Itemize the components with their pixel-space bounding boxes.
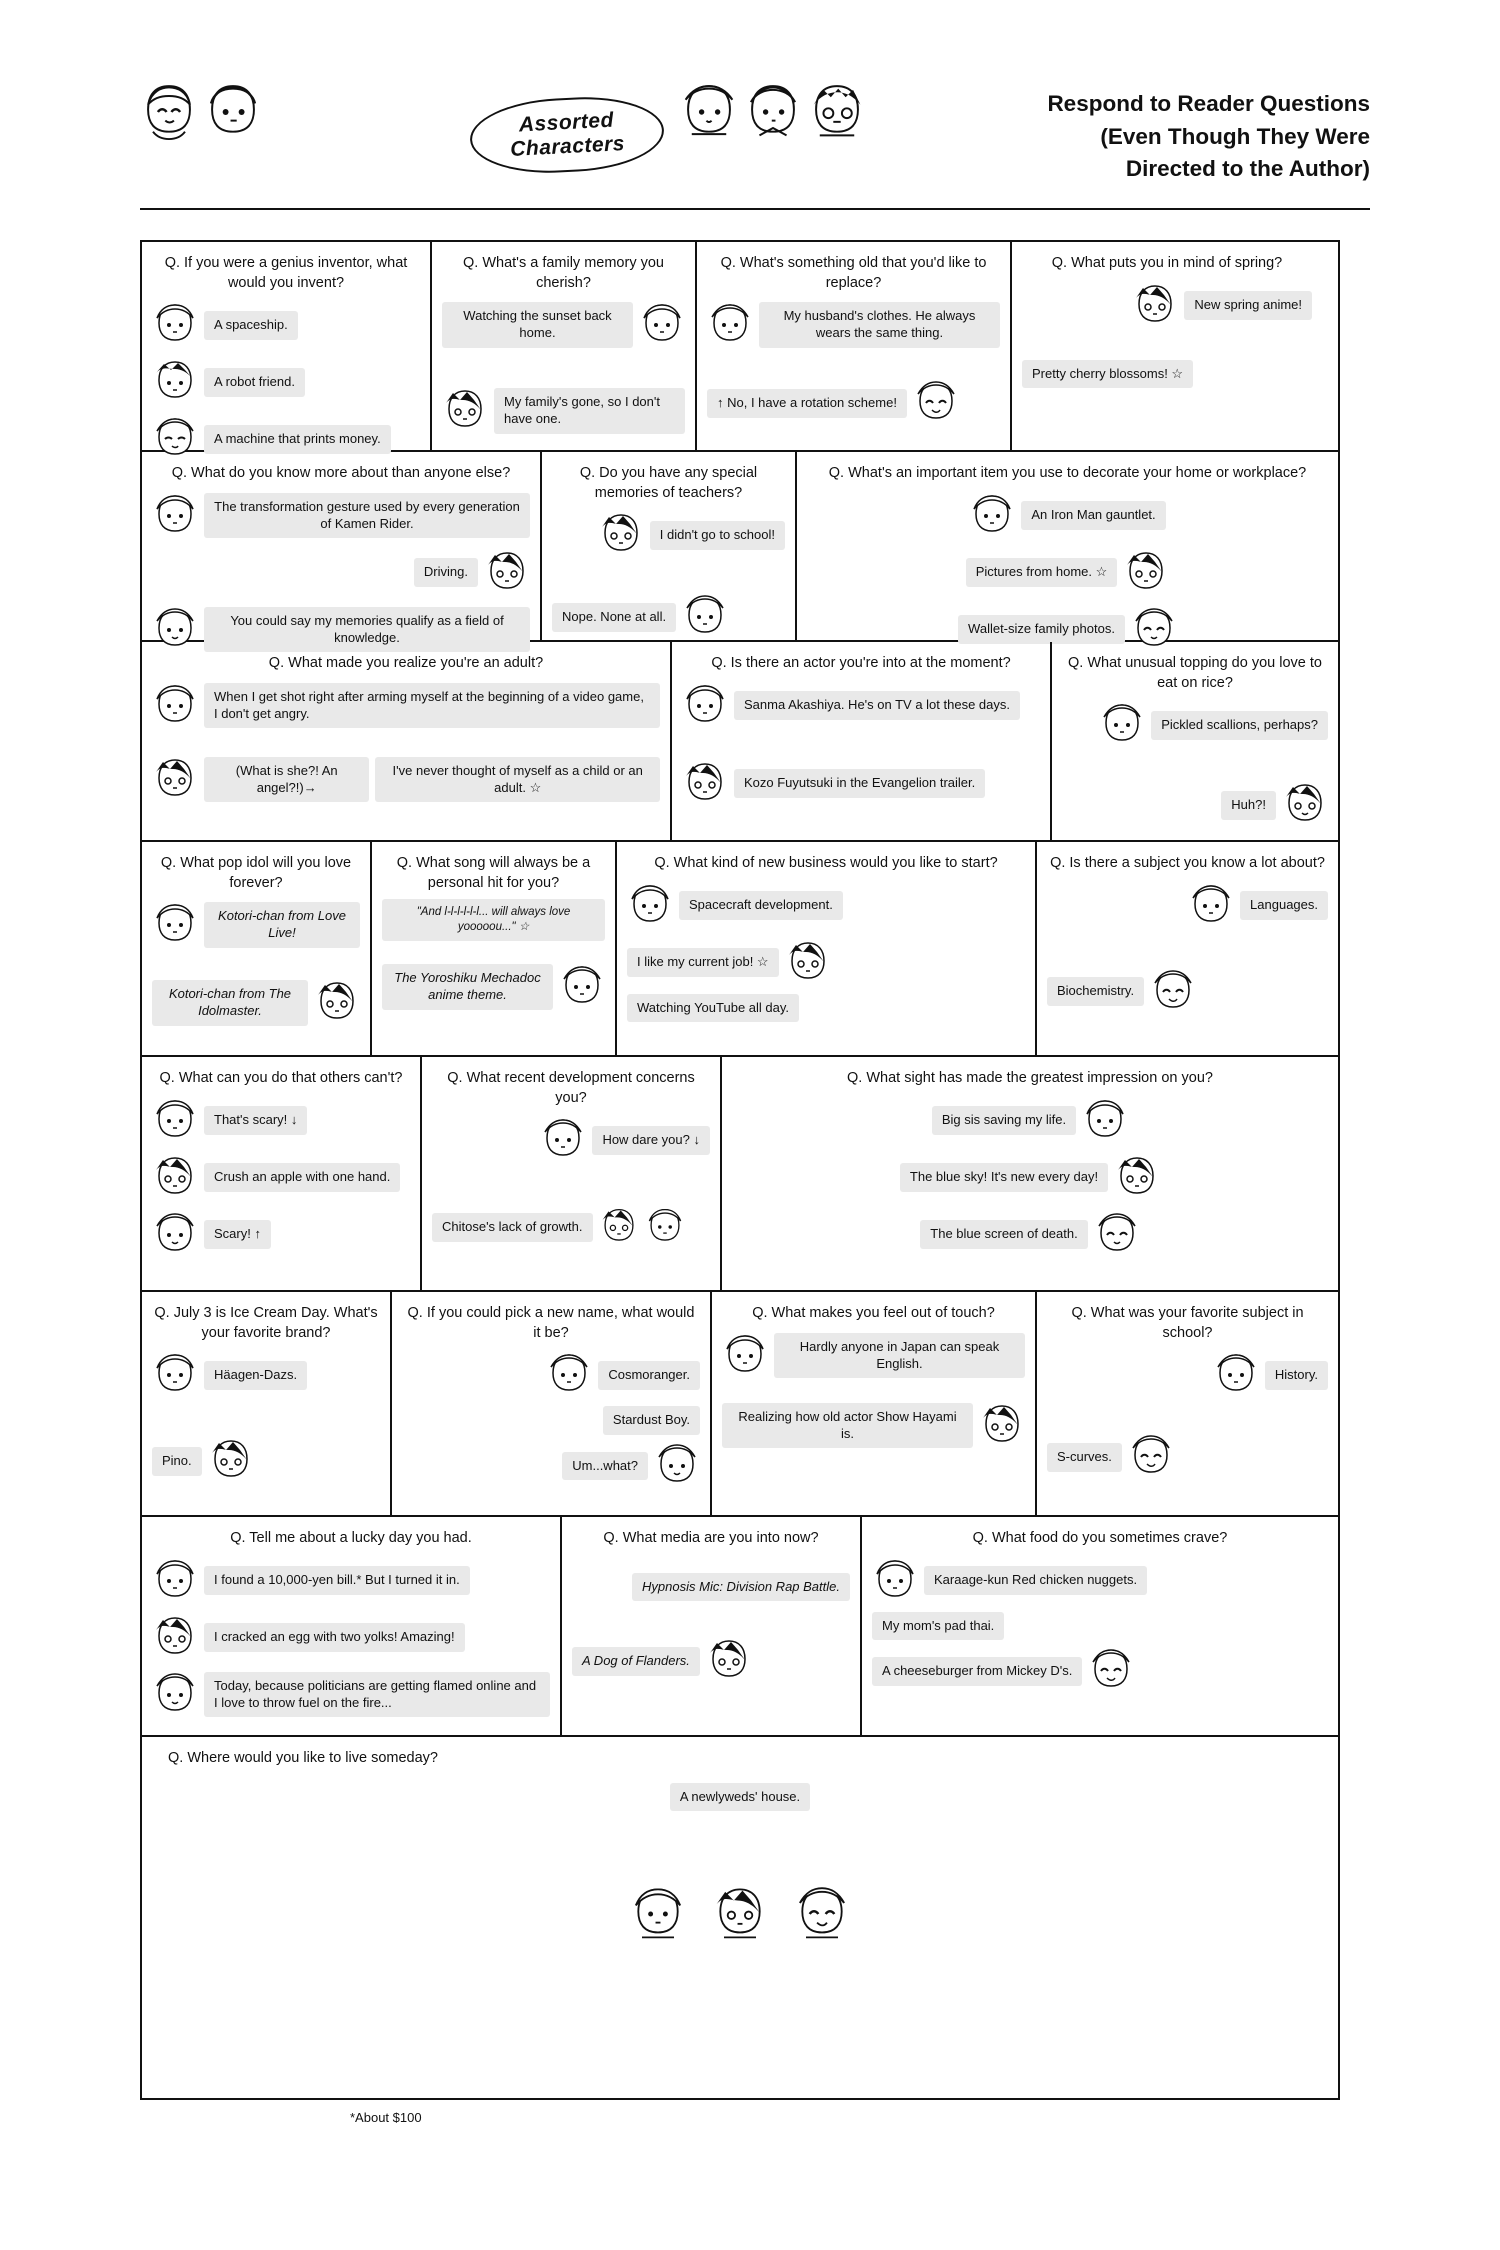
qa-row xyxy=(142,452,1338,645)
answer-bubble: An Iron Man gauntlet. xyxy=(1021,501,1165,530)
answer-bubble: I didn't go to school! xyxy=(650,521,785,550)
question-text: Q. What do you know more about than anyone else? xyxy=(171,465,511,481)
answer-bubble: Karaage-kun Red chicken nuggets. xyxy=(924,1566,1147,1595)
answer-bubble: Kozo Fuyutsuki in the Evangelion trailer. xyxy=(734,769,985,798)
qa-cell xyxy=(142,642,672,840)
answer-bubble: Biochemistry. xyxy=(1047,977,1144,1006)
chibi-face-icon xyxy=(1094,1209,1140,1261)
answer-bubble: A Dog of Flanders. xyxy=(572,1647,700,1676)
answer-line xyxy=(872,1555,1328,1607)
answer-line xyxy=(152,490,530,542)
qa-row xyxy=(142,1292,1338,1517)
qa-board xyxy=(140,240,1340,2100)
answer-bubble: Hardly anyone in Japan can speak English. xyxy=(774,1333,1025,1379)
answer-line xyxy=(402,1440,700,1492)
answer-line xyxy=(627,994,1025,1023)
answer-line xyxy=(152,1612,550,1664)
answer-line xyxy=(1062,699,1328,751)
qa-row xyxy=(142,1517,1338,1737)
chibi-face-icon xyxy=(208,1435,254,1487)
chibi-face-icon xyxy=(152,1349,198,1401)
answer-bubble: Driving. xyxy=(414,558,478,587)
answer-line xyxy=(432,1114,710,1166)
qa-row xyxy=(142,642,1338,842)
chibi-face-icon xyxy=(540,1114,586,1166)
answer-bubble: I cracked an egg with two yolks! Amazing! xyxy=(204,1623,465,1652)
answer-bubble: The Yoroshiku Mechadoc anime theme. xyxy=(382,964,553,1010)
answer-bubble: The transformation gesture used by every generation of Kamen Rider. xyxy=(204,493,530,539)
qa-cell xyxy=(142,242,432,450)
answer-bubble: Wallet-size family photos. xyxy=(958,615,1125,644)
answer-bubble: Häagen-Dazs. xyxy=(204,1361,307,1390)
answer-line xyxy=(552,509,785,561)
chibi-face-icon xyxy=(152,1612,198,1664)
answer-line xyxy=(872,1645,1328,1697)
answer-line xyxy=(402,1349,700,1401)
qa-row xyxy=(142,1057,1338,1292)
chibi-face-icon xyxy=(639,299,685,351)
answer-bubble: That's scary! ↓ xyxy=(204,1106,307,1135)
answer-bubble: S-curves. xyxy=(1047,1443,1122,1472)
chibi-face-icon xyxy=(152,1095,198,1147)
qa-cell xyxy=(422,1057,722,1290)
answer-line xyxy=(682,758,1040,810)
qa-cell xyxy=(562,1517,862,1735)
answer-line xyxy=(152,1095,410,1147)
chibi-face-icon xyxy=(140,80,198,144)
qa-cell xyxy=(432,242,697,450)
answer-bubble: I've never thought of myself as a child or an adult. ☆ xyxy=(375,757,660,803)
answer-bubble: A machine that prints money. xyxy=(204,425,391,454)
answer-bubble: I like my current job! ☆ xyxy=(627,948,779,977)
answer-line xyxy=(152,1783,1328,1812)
chibi-face-icon xyxy=(559,961,605,1013)
answer-line xyxy=(382,899,605,941)
answer-bubble: My mom's pad thai. xyxy=(872,1612,1004,1641)
answer-bubble: A newlyweds' house. xyxy=(670,1783,810,1812)
chibi-face-icon xyxy=(872,1555,918,1607)
answer-line xyxy=(722,1400,1025,1452)
answer-line xyxy=(152,899,360,951)
answer-line xyxy=(152,1435,380,1487)
question-text: Q. What pop idol will you love forever? xyxy=(160,855,352,891)
qa-cell xyxy=(712,1292,1037,1515)
chibi-face-icon xyxy=(654,1440,700,1492)
qa-cell xyxy=(1037,842,1338,1055)
header-character-row-2 xyxy=(680,80,866,144)
answer-line xyxy=(152,680,660,732)
question-text: Q. What makes you feel out of touch? xyxy=(752,1305,995,1321)
answer-bubble: Scary! ↑ xyxy=(204,1220,271,1249)
qa-cell xyxy=(542,452,797,640)
question-text: Q. Is there a subject you know a lot about? xyxy=(1050,855,1325,871)
answer-line xyxy=(707,299,1000,351)
answer-bubble: "And l-l-l-l-l-l... will always love yooooou..." ☆ xyxy=(382,899,605,941)
chibi-face-icon xyxy=(1188,880,1234,932)
qa-cell xyxy=(142,452,542,645)
answer-bubble: Nope. None at all. xyxy=(552,603,676,632)
answer-line xyxy=(627,937,1025,989)
qa-cell xyxy=(1037,1292,1338,1515)
answer-line xyxy=(627,880,1025,932)
chibi-face-icon xyxy=(442,385,488,437)
question-text: Q. What puts you in mind of spring? xyxy=(1051,255,1283,271)
answer-bubble: Realizing how old actor Show Hayami is. xyxy=(722,1403,973,1449)
answer-line xyxy=(152,977,360,1029)
chibi-face-icon xyxy=(969,490,1015,542)
question-text: Q. Is there an actor you're into at the moment? xyxy=(711,655,1011,671)
answer-line xyxy=(1022,280,1312,332)
answer-line xyxy=(152,547,530,599)
footnote-text: *About $100 xyxy=(350,2110,422,2125)
answer-line xyxy=(152,1669,550,1721)
qa-cell xyxy=(372,842,617,1055)
chibi-face-icon xyxy=(808,80,866,144)
chibi-face-icon xyxy=(546,1349,592,1401)
chibi-face-icon xyxy=(152,1152,198,1204)
question-text: Q. What's an important item you use to decorate your home or workplace? xyxy=(828,465,1307,481)
question-text: Q. Do you have any special memories of teachers? xyxy=(579,465,758,501)
answer-bubble: Chitose's lack of growth. xyxy=(432,1213,593,1242)
badge-line-2: Characters xyxy=(509,131,626,161)
answer-bubble: Kotori-chan from Love Live! xyxy=(204,902,360,948)
answer-line xyxy=(152,356,420,408)
answer-line xyxy=(1047,966,1328,1018)
chibi-face-icon xyxy=(785,937,831,989)
question-text: Q. What's a family memory you cherish? xyxy=(463,255,664,291)
qa-cell xyxy=(142,1517,562,1735)
qa-row xyxy=(142,1737,1338,1952)
answer-bubble: Cosmoranger. xyxy=(598,1361,700,1390)
answer-bubble: Um...what? xyxy=(562,1452,648,1481)
answer-line xyxy=(1047,880,1328,932)
badge-line-1: Assorted xyxy=(518,108,615,137)
answer-line xyxy=(572,1635,850,1687)
chibi-face-icon xyxy=(913,377,959,429)
question-text: Q. What made you realize you're an adult? xyxy=(268,655,544,671)
chibi-face-icon xyxy=(152,754,198,806)
answer-line xyxy=(552,591,785,643)
answer-bubble: When I get shot right after arming myself at the beginning of a video game, I don't get angry. xyxy=(204,683,660,729)
answer-line xyxy=(732,1152,1328,1204)
chibi-face-icon xyxy=(979,1400,1025,1452)
qa-cell xyxy=(142,1057,422,1290)
page-title-line-1: Respond to Reader Questions xyxy=(1047,91,1370,116)
answer-bubble: Huh?! xyxy=(1221,791,1276,820)
answer-bubble: Crush an apple with one hand. xyxy=(204,1163,400,1192)
chibi-face-icon xyxy=(744,80,802,144)
qa-cell xyxy=(1012,242,1322,450)
chibi-face-icon xyxy=(152,490,198,542)
question-text: Q. Tell me about a lucky day you had. xyxy=(230,1530,472,1546)
answer-line xyxy=(722,1330,1025,1382)
qa-cell xyxy=(142,1292,392,1515)
question-text: Q. What sight has made the greatest impression on you? xyxy=(847,1070,1213,1086)
question-text: Q. What's something old that you'd like to replace? xyxy=(720,255,987,291)
chibi-face-icon xyxy=(152,299,198,351)
question-text: Q. What can you do that others can't? xyxy=(159,1070,403,1086)
qa-cell xyxy=(142,1737,1338,1952)
chibi-face-icon xyxy=(152,356,198,408)
answer-line xyxy=(807,547,1328,599)
answer-bubble: My husband's clothes. He always wears the same thing. xyxy=(759,302,1000,348)
question-text: Q. July 3 is Ice Cream Day. What's your favorite brand? xyxy=(154,1305,378,1341)
answer-line xyxy=(572,1573,850,1602)
chibi-face-icon xyxy=(1088,1645,1134,1697)
chibi-face-icon xyxy=(1099,699,1145,751)
qa-row xyxy=(142,842,1338,1057)
answer-bubble: The blue screen of death. xyxy=(920,1220,1087,1249)
closing-character-row xyxy=(629,1882,851,1946)
answer-bubble: Sanma Akashiya. He's on TV a lot these days. xyxy=(734,691,1020,720)
qa-cell xyxy=(392,1292,712,1515)
question-text: Q. If you were a genius inventor, what would you invent? xyxy=(164,255,408,291)
chibi-face-icon xyxy=(314,977,360,1029)
answer-line xyxy=(152,1152,410,1204)
answer-line xyxy=(872,1612,1328,1641)
answer-bubble: You could say my memories qualify as a field of knowledge. xyxy=(204,607,530,653)
qa-cell xyxy=(722,1057,1338,1290)
answer-line xyxy=(442,385,685,437)
question-text: Q. What media are you into now? xyxy=(603,1530,819,1546)
answer-bubble: Kotori-chan from The Idolmaster. xyxy=(152,980,308,1026)
chibi-face-icon xyxy=(1128,1431,1174,1483)
chibi-face-icon xyxy=(793,1882,851,1946)
answer-line xyxy=(402,1406,700,1435)
chibi-face-icon xyxy=(627,880,673,932)
answer-bubble: (What is she?! An angel?!)→ xyxy=(204,757,369,803)
answer-bubble: Hypnosis Mic: Division Rap Battle. xyxy=(632,1573,850,1602)
answer-bubble: Pickled scallions, perhaps? xyxy=(1151,711,1328,740)
answer-line xyxy=(152,299,420,351)
answer-bubble: Languages. xyxy=(1240,891,1328,920)
chibi-face-icon xyxy=(1282,779,1328,831)
answer-line xyxy=(152,1349,380,1401)
chibi-face-icon xyxy=(706,1635,752,1687)
answer-line xyxy=(732,1209,1328,1261)
answer-bubble: I found a 10,000-yen bill.* But I turned it in. xyxy=(204,1566,470,1595)
answer-line xyxy=(1022,360,1312,389)
qa-cell xyxy=(672,642,1052,840)
chibi-face-icon xyxy=(629,1882,687,1946)
chibi-face-icon xyxy=(682,591,728,643)
chibi-face-icon xyxy=(1114,1152,1160,1204)
question-text: Q. What unusual topping do you love to eat on rice? xyxy=(1068,655,1322,691)
question-text: Q. Where would you like to live someday? xyxy=(168,1750,438,1766)
page-title xyxy=(1047,88,1370,186)
answer-line xyxy=(707,377,1000,429)
answer-line xyxy=(382,961,605,1013)
qa-row xyxy=(142,242,1338,452)
answer-line xyxy=(152,1555,550,1607)
chibi-face-icon xyxy=(682,758,728,810)
question-text: Q. What kind of new business would you like to start? xyxy=(654,855,998,871)
answer-line xyxy=(1047,1431,1328,1483)
page-header xyxy=(140,80,1370,210)
chibi-face-icon xyxy=(1132,280,1178,332)
answer-line xyxy=(442,299,685,351)
header-divider xyxy=(140,208,1370,210)
chibi-face-icon xyxy=(152,1669,198,1721)
qa-cell xyxy=(697,242,1012,450)
question-text: Q. What was your favorite subject in school? xyxy=(1071,1305,1304,1341)
answer-line xyxy=(152,1209,410,1261)
answer-bubble: New spring anime! xyxy=(1184,291,1312,320)
chibi-face-icon xyxy=(484,547,530,599)
answer-bubble: My family's gone, so I don't have one. xyxy=(494,388,685,434)
chibi-face-icon xyxy=(707,299,753,351)
chibi-face-icon xyxy=(682,680,728,732)
question-text: Q. What food do you sometimes crave? xyxy=(972,1530,1228,1546)
chibi-face-icon xyxy=(1123,547,1169,599)
qa-cell xyxy=(797,452,1338,640)
answer-bubble: A cheeseburger from Mickey D's. xyxy=(872,1657,1082,1686)
chibi-face-icon xyxy=(711,1882,769,1946)
chibi-face-icon xyxy=(152,1209,198,1261)
question-text: Q. What song will always be a personal hit for you? xyxy=(396,855,591,891)
qa-cell xyxy=(142,842,372,1055)
chibi-face-icon xyxy=(722,1330,768,1382)
answer-bubble: Stardust Boy. xyxy=(603,1406,700,1435)
header-character-row xyxy=(140,80,262,144)
answer-bubble: Watching YouTube all day. xyxy=(627,994,799,1023)
answer-bubble: Pictures from home. ☆ xyxy=(966,558,1118,587)
assorted-characters-badge xyxy=(468,93,666,177)
qa-cell xyxy=(617,842,1037,1055)
answer-bubble: A spaceship. xyxy=(204,311,298,340)
answer-line xyxy=(152,754,660,806)
chibi-face-icon xyxy=(152,1555,198,1607)
answer-bubble: Spacecraft development. xyxy=(679,891,843,920)
answer-bubble: Today, because politicians are getting flamed online and I love to throw fuel on the fire... xyxy=(204,1672,550,1718)
chibi-face-icon xyxy=(152,680,198,732)
qa-cell xyxy=(862,1517,1338,1735)
chibi-face-icon xyxy=(1082,1095,1128,1147)
qa-cell xyxy=(1052,642,1338,840)
answer-bubble: How dare you? ↓ xyxy=(592,1126,710,1155)
chibi-face-icon xyxy=(599,1204,639,1250)
answer-bubble: Watching the sunset back home. xyxy=(442,302,633,348)
answer-bubble: Pino. xyxy=(152,1447,202,1476)
chibi-face-icon xyxy=(598,509,644,561)
answer-bubble: History. xyxy=(1265,1361,1328,1390)
page-title-line-3: Directed to the Author) xyxy=(1125,156,1370,182)
answer-line xyxy=(732,1095,1328,1147)
question-text: Q. What recent development concerns you? xyxy=(447,1070,695,1106)
answer-line xyxy=(1047,1349,1328,1401)
answer-bubble: The blue sky! It's new every day! xyxy=(900,1163,1108,1192)
chibi-face-icon xyxy=(1213,1349,1259,1401)
answer-bubble: A robot friend. xyxy=(204,368,305,397)
answer-bubble: Big sis saving my life. xyxy=(932,1106,1076,1135)
page-title-line-2: (Even Though They Were xyxy=(1100,123,1370,149)
answer-line xyxy=(682,680,1040,732)
chibi-face-icon xyxy=(1150,966,1196,1018)
chibi-face-icon xyxy=(645,1204,685,1250)
answer-bubble: Pretty cherry blossoms! ☆ xyxy=(1022,360,1193,389)
chibi-face-icon xyxy=(204,80,262,144)
answer-line xyxy=(432,1204,710,1250)
answer-line xyxy=(807,490,1328,542)
question-text: Q. If you could pick a new name, what would it be? xyxy=(407,1305,695,1341)
chibi-face-icon xyxy=(152,899,198,951)
answer-bubble: ↑ No, I have a rotation scheme! xyxy=(707,389,907,418)
chibi-face-icon xyxy=(680,80,738,144)
answer-line xyxy=(1062,779,1328,831)
